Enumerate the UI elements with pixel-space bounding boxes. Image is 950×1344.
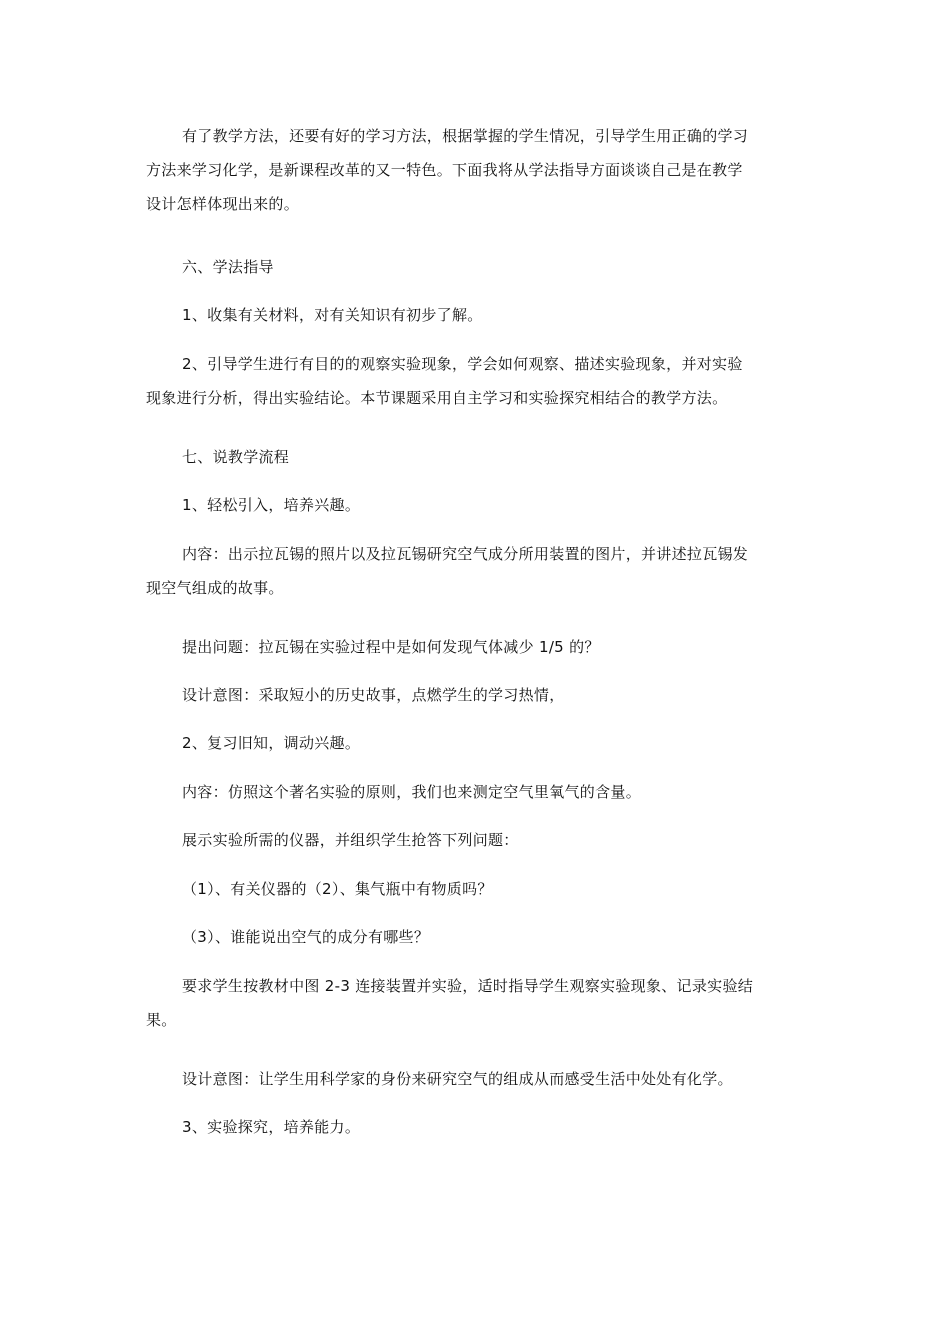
text-line: 方法来学习化学，是新课程改革的又一特色。下面我将从学法指导方面谈谈自己是在教学 xyxy=(146,161,743,179)
text-line: 内容：仿照这个著名实验的原则，我们也来测定空气里氧气的含量。 xyxy=(182,783,642,801)
text-line: 2、引导学生进行有目的的观察实验现象，学会如何观察、描述实验现象，并对实验 xyxy=(182,355,743,373)
text-line: 七、说教学流程 xyxy=(182,448,290,466)
text-line: 设计意图：让学生用科学家的身份来研究空气的组成从而感受生活中处处有化学。 xyxy=(182,1070,733,1088)
paragraph-item xyxy=(146,347,810,415)
section-heading-teaching-flow xyxy=(146,440,810,474)
text-line: 设计怎样体现出来的。 xyxy=(146,195,300,213)
text-line: 要求学生按教材中图 2-3 连接装置并实验，适时指导学生观察实验现象、记录实验结 xyxy=(182,977,754,995)
paragraph-item xyxy=(146,775,810,809)
section-heading-study-guide xyxy=(146,250,810,284)
paragraph-item xyxy=(146,726,810,760)
text-line: 内容：出示拉瓦锡的照片以及拉瓦锡研究空气成分所用装置的图片，并讲述拉瓦锡发 xyxy=(182,545,749,563)
text-line: 1、收集有关材料，对有关知识有初步了解。 xyxy=(182,306,483,324)
paragraph-intro xyxy=(146,119,810,221)
text-line: 现象进行分析，得出实验结论。本节课题采用自主学习和实验探究相结合的教学方法。 xyxy=(146,389,728,407)
text-line: （3）、谁能说出空气的成分有哪些？ xyxy=(182,928,430,946)
paragraph-item xyxy=(146,630,810,664)
paragraph-item xyxy=(146,298,810,332)
paragraph-item xyxy=(146,920,810,954)
text-line: 1、轻松引入，培养兴趣。 xyxy=(182,496,361,514)
text-line: 设计意图：采取短小的历史故事，点燃学生的学习热情， xyxy=(182,686,565,704)
paragraph-item xyxy=(146,678,810,712)
paragraph-item xyxy=(146,823,810,857)
paragraph-item xyxy=(146,1110,810,1144)
paragraph-item xyxy=(146,537,810,605)
paragraph-item xyxy=(146,1062,810,1096)
paragraph-item xyxy=(146,872,810,906)
text-line: 提出问题：拉瓦锡在实验过程中是如何发现气体减少 1/5 的？ xyxy=(182,638,600,656)
text-line: （1）、有关仪器的（2）、集气瓶中有物质吗？ xyxy=(182,880,493,898)
text-line: 2、复习旧知，调动兴趣。 xyxy=(182,734,361,752)
paragraph-item xyxy=(146,969,810,1037)
text-line: 果。 xyxy=(146,1011,177,1029)
text-line: 现空气组成的故事。 xyxy=(146,579,284,597)
text-line: 3、实验探究，培养能力。 xyxy=(182,1118,361,1136)
text-line: 展示实验所需的仪器，并组织学生抢答下列问题： xyxy=(182,831,519,849)
text-line: 六、学法指导 xyxy=(182,258,274,276)
text-line: 有了教学方法，还要有好的学习方法，根据掌握的学生情况，引导学生用正确的学习 xyxy=(182,127,749,145)
paragraph-item xyxy=(146,488,810,522)
